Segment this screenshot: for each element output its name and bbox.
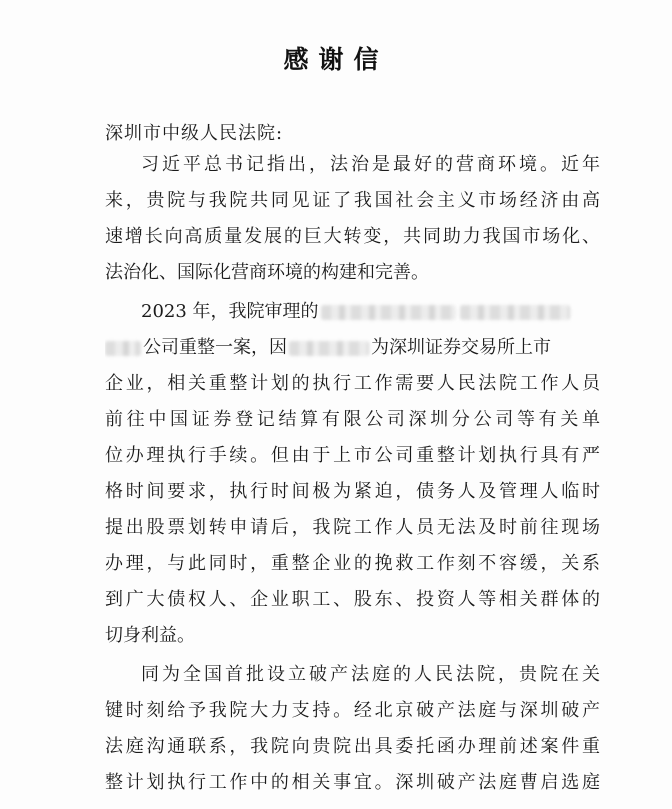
paragraph-line: 法治化、国际化营商环境的构建和完善。	[105, 262, 429, 283]
paragraph-line: 提出股票划转申请后，我院工作人员无法及时前往现场	[105, 517, 600, 538]
paragraph-line: 速增长向高质量发展的巨大转变，共同助力我国市场化、	[105, 226, 600, 247]
paragraph-line: 整计划执行工作中的相关事宜。深圳破产法庭曹启选庭	[105, 772, 600, 793]
paragraph-line-redacted	[105, 333, 600, 363]
paragraph-line: 来，贵院与我院共同见证了我国社会主义市场经济由高	[105, 190, 600, 211]
paragraph-line: 前往中国证券登记结算有限公司深圳分公司等有关单	[105, 409, 600, 430]
redacted-block	[105, 341, 141, 356]
paragraph-line: 办理，与此同时，重整企业的挽救工作刻不容缓，关系	[105, 553, 600, 574]
salutation: 深圳市中级人民法院:	[105, 123, 284, 144]
paragraph-text: 公司重整一案，因	[143, 337, 287, 358]
redacted-block	[289, 341, 369, 356]
paragraph-line: 习近平总书记指出，法治是最好的营商环境。近年	[141, 154, 600, 175]
paragraph-line: 到广大债权人、企业职工、股东、投资人等相关群体的	[105, 589, 600, 610]
paragraph-text: 2023 年，我院审理的	[141, 301, 319, 322]
paragraph-line: 同为全国首批设立破产法庭的人民法院，贵院在关	[141, 664, 600, 685]
redacted-block	[460, 305, 570, 320]
paragraph-text: 为深圳证券交易所上市	[371, 337, 551, 358]
paragraph-line: 企业，相关重整计划的执行工作需要人民法院工作人员	[105, 373, 600, 394]
redacted-block	[321, 305, 456, 320]
letter-title: 感谢信	[283, 45, 389, 74]
paragraph-line: 法庭沟通联系，我院向贵院出具委托函办理前述案件重	[105, 736, 600, 757]
paragraph-line: 格时间要求，执行时间极为紧迫，债务人及管理人临时	[105, 481, 600, 502]
paragraph-line: 切身利益。	[105, 625, 195, 646]
paragraph-line: 位办理执行手续。但由于上市公司重整计划执行具有严	[105, 445, 600, 466]
paragraph-line: 键时刻给予我院大力支持。经北京破产法庭与深圳破产	[105, 700, 600, 721]
paragraph-line-redacted	[141, 297, 600, 327]
